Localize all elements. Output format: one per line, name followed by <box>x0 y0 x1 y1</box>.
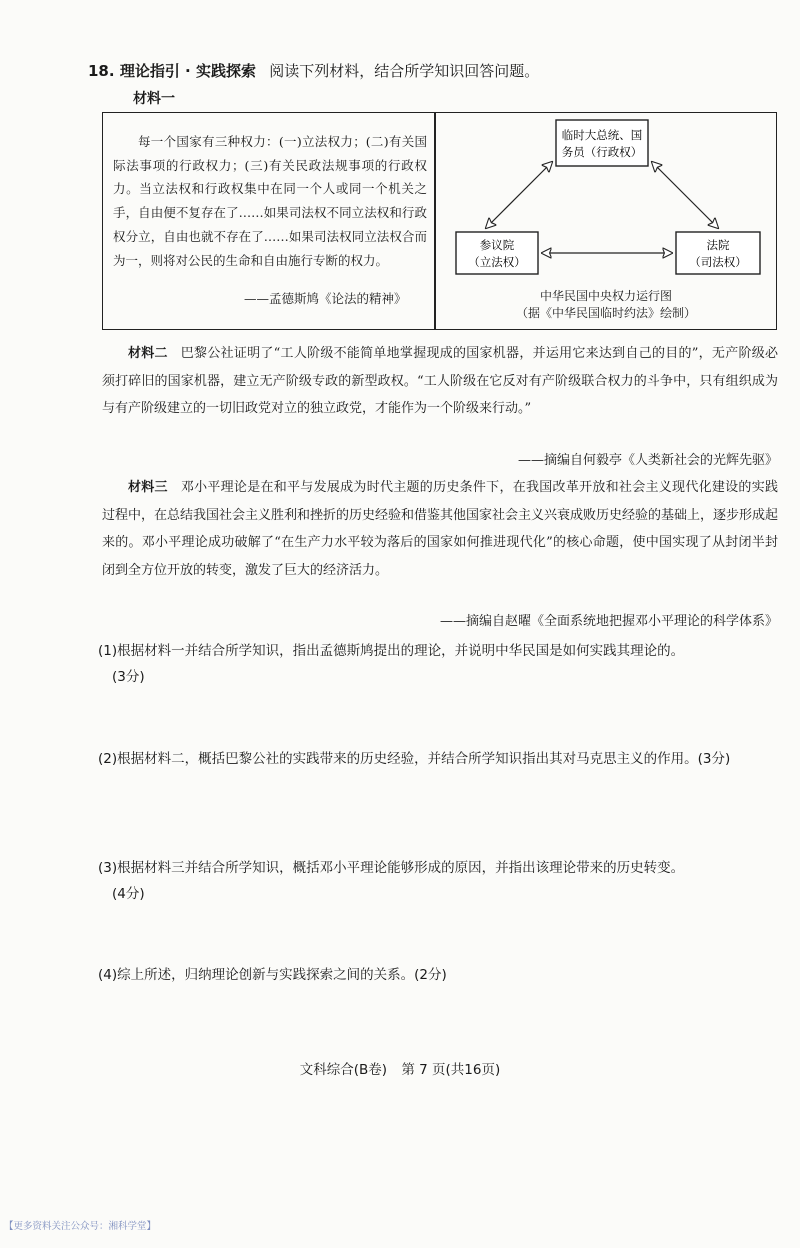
diagram-caption-line2: （据《中华民国临时约法》绘制） <box>515 306 696 320</box>
watermark-text: 【更多资料关注公众号：湘科学堂】 <box>4 1221 157 1232</box>
material2-text: 巴黎公社证明了“工人阶级不能简单地掌握现成的国家机器，并运用它来达到自己的目的”，无产阶级必须打碎旧的国家机器，建立无产阶级专政的新型政权。“工人阶级在它反对有产阶级联合权力的斗争中，只有组织成为与有产阶级建立的一切旧政党对立的独立政党，才能作为一个阶级来行动。” <box>102 346 778 416</box>
power-diagram <box>436 114 776 284</box>
material1-quote-text: 每一个国家有三种权力：(一)立法权力；(二)有关国际法事项的行政权力；(三)有关民政法规事项的行政权力。当立法权和行政权集中在同一个人或同一个机关之手，自由便不复存在了……如果司法权不同立法权和行政权分立，自由也就不存在了……如果司法权同立法权合而为一，则将对公民的生命和自由施行专断的权力。 <box>113 134 427 268</box>
question-1 <box>98 638 788 690</box>
question-2-text: (2)根据材料二，概括巴黎公社的实践带来的历史经验，并结合所学知识指出其对马克思主义的作用。(3分) <box>98 751 731 767</box>
executive-node <box>556 120 648 166</box>
diagram-caption-line1: 中华民国中央权力运行图 <box>539 289 672 303</box>
material1-source: ——孟德斯鸠《论法的精神》 <box>244 291 407 306</box>
material2-label: 材料二 <box>128 346 168 361</box>
material3-source: ——摘编自赵曜《全面系统地把握邓小平理论的科学体系》 <box>439 614 778 629</box>
question-3-text: (3)根据材料三并结合所学知识，概括邓小平理论能够形成的原因，并指出该理论带来的历史转变。 <box>98 860 685 876</box>
arrow-exec-judic <box>652 162 718 228</box>
question-heading: 理论指引 · 实践探索 <box>119 62 256 80</box>
material3-text: 邓小平理论是在和平与发展成为时代主题的历史条件下，在我国改革开放和社会主义现代化建设的实践过程中，在总结我国社会主义胜利和挫折的历史经验和借鉴其他国家社会主义兴衰成败历史经验的基础上，逐步形成起来的。邓小平理论成功破解了“在生产力水平较为落后的国家如何推进现代化”的核心命题，使中国实现了从封闭半封闭到全方位开放的转变，激发了巨大的经济活力。 <box>102 480 779 578</box>
question-1-text: (1)根据材料一并结合所学知识，指出孟德斯鸠提出的理论，并说明中华民国是如何实践其理论的。 <box>98 643 685 659</box>
material3-label: 材料三 <box>128 480 168 495</box>
material2-source: ——摘编自何毅亭《人类新社会的光辉先驱》 <box>517 453 778 468</box>
question-number: 18. <box>88 62 115 80</box>
judiciary-node-line2: （司法权） <box>689 255 747 269</box>
executive-node-line2: 务员（行政权） <box>561 145 643 159</box>
legislature-node-line1: 参议院 <box>479 238 515 252</box>
page-footer <box>0 1058 800 1078</box>
material1-label: 材料一 <box>133 91 175 107</box>
material3 <box>102 474 778 584</box>
question-4 <box>98 962 788 988</box>
diagram-caption <box>456 288 756 322</box>
footer-subject: 文科综合(B卷) <box>299 1062 388 1078</box>
executive-node-line1: 临时大总统、国 <box>561 128 643 142</box>
judiciary-node-line1: 法院 <box>706 238 730 252</box>
question-1-points: (3分) <box>112 669 145 685</box>
question-3 <box>98 855 788 907</box>
question-title <box>88 60 539 81</box>
question-intro: 阅读下列材料，结合所学知识回答问题。 <box>269 62 540 80</box>
footer-page: 第 7 页(共16页) <box>401 1062 501 1078</box>
arrow-exec-legis <box>486 162 552 228</box>
question-3-points: (4分) <box>112 886 145 902</box>
material1-quote <box>113 130 427 272</box>
question-4-text: (4)综上所述，归纳理论创新与实践探索之间的关系。(2分) <box>98 967 447 983</box>
material2 <box>102 340 778 423</box>
legislature-node-line2: （立法权） <box>468 255 526 269</box>
question-2 <box>98 746 788 772</box>
